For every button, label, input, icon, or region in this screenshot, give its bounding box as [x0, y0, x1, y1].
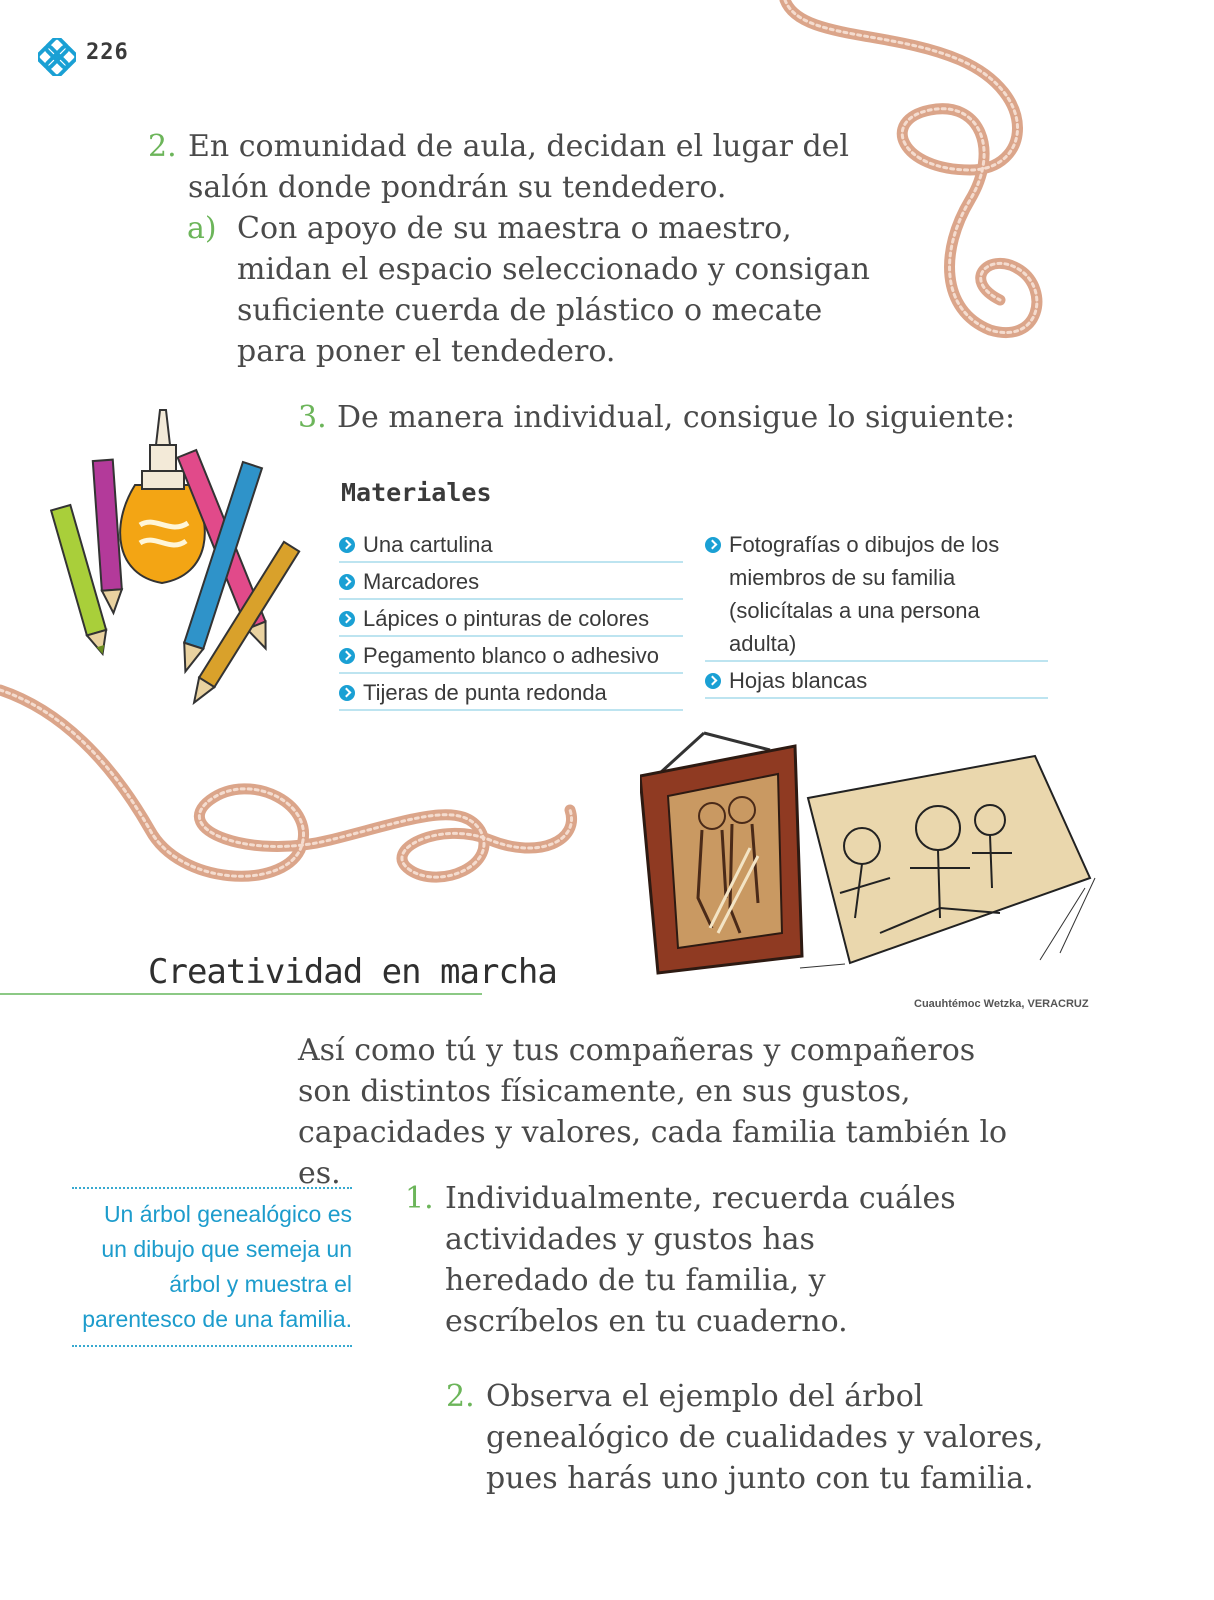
glossary-box — [72, 1187, 352, 1347]
list-item: Marcadores — [339, 565, 683, 600]
family-pictures-illustration — [640, 728, 1100, 978]
step-2-a — [187, 208, 887, 372]
list-item: Pegamento blanco o adhesivo — [339, 639, 683, 674]
arrow-bullet-icon — [339, 611, 355, 627]
activity-2-text: Observa el ejemplo del árbol genealógico de cualidades y valores, pues harás uno junto con tu familia. — [486, 1379, 1044, 1496]
materials-list-left — [339, 528, 683, 713]
step-2 — [148, 126, 868, 208]
arrow-bullet-icon — [339, 648, 355, 664]
list-item: Fotografías o dibujos de los miembros de su familia (solicítalas a una persona adulta) — [705, 528, 1048, 662]
page-number: 226 — [86, 40, 129, 65]
step-2-a-label: a) — [187, 211, 217, 246]
list-item: Hojas blancas — [705, 664, 1048, 699]
activity-1-number: 1. — [405, 1181, 434, 1216]
activity-1-text: Individualmente, recuerda cuáles actividades y gustos has heredado de tu familia, y escríbelos en tu cuaderno. — [445, 1181, 956, 1339]
step-2-a-text: Con apoyo de su maestra o maestro, midan el espacio seleccionado y consigan suficiente cuerda de plástico o mecate para poner el tendedero. — [237, 211, 870, 369]
list-item: Lápices o pinturas de colores — [339, 602, 683, 637]
illustration-credit: Cuauhtémoc Wetzka, VERACRUZ — [914, 998, 1089, 1010]
activity-1 — [405, 1178, 965, 1342]
section-divider — [0, 993, 482, 995]
arrow-bullet-icon — [705, 673, 721, 689]
list-item: Tijeras de punta redonda — [339, 676, 683, 711]
crayons-illustration — [50, 405, 310, 725]
materials-list-right — [705, 528, 1048, 701]
step-3-text: De manera individual, consigue lo siguiente: — [337, 400, 1016, 435]
section-intro: Así como tú y tus compañeras y compañeros son distintos físicamente, en sus gustos, capacidades y valores, cada familia también lo es. — [298, 1033, 1008, 1191]
list-item: Una cartulina — [339, 528, 683, 563]
step-3 — [298, 397, 1058, 438]
arrow-bullet-icon — [339, 574, 355, 590]
knot-logo-icon — [38, 38, 76, 76]
arrow-bullet-icon — [339, 537, 355, 553]
materials-title: Materiales — [341, 478, 492, 507]
glossary-text: Un árbol genealógico es un dibujo que semeja un árbol y muestra el parentesco de una familia. — [82, 1201, 352, 1332]
section-title: Creatividad en marcha — [148, 952, 557, 992]
arrow-bullet-icon — [339, 685, 355, 701]
activity-2-number: 2. — [446, 1379, 475, 1414]
step-2-number: 2. — [148, 129, 177, 164]
step-2-text: En comunidad de aula, decidan el lugar del salón donde pondrán su tendedero. — [188, 129, 850, 205]
activity-2 — [446, 1376, 1096, 1499]
arrow-bullet-icon — [705, 537, 721, 553]
step-3-number: 3. — [298, 400, 327, 435]
